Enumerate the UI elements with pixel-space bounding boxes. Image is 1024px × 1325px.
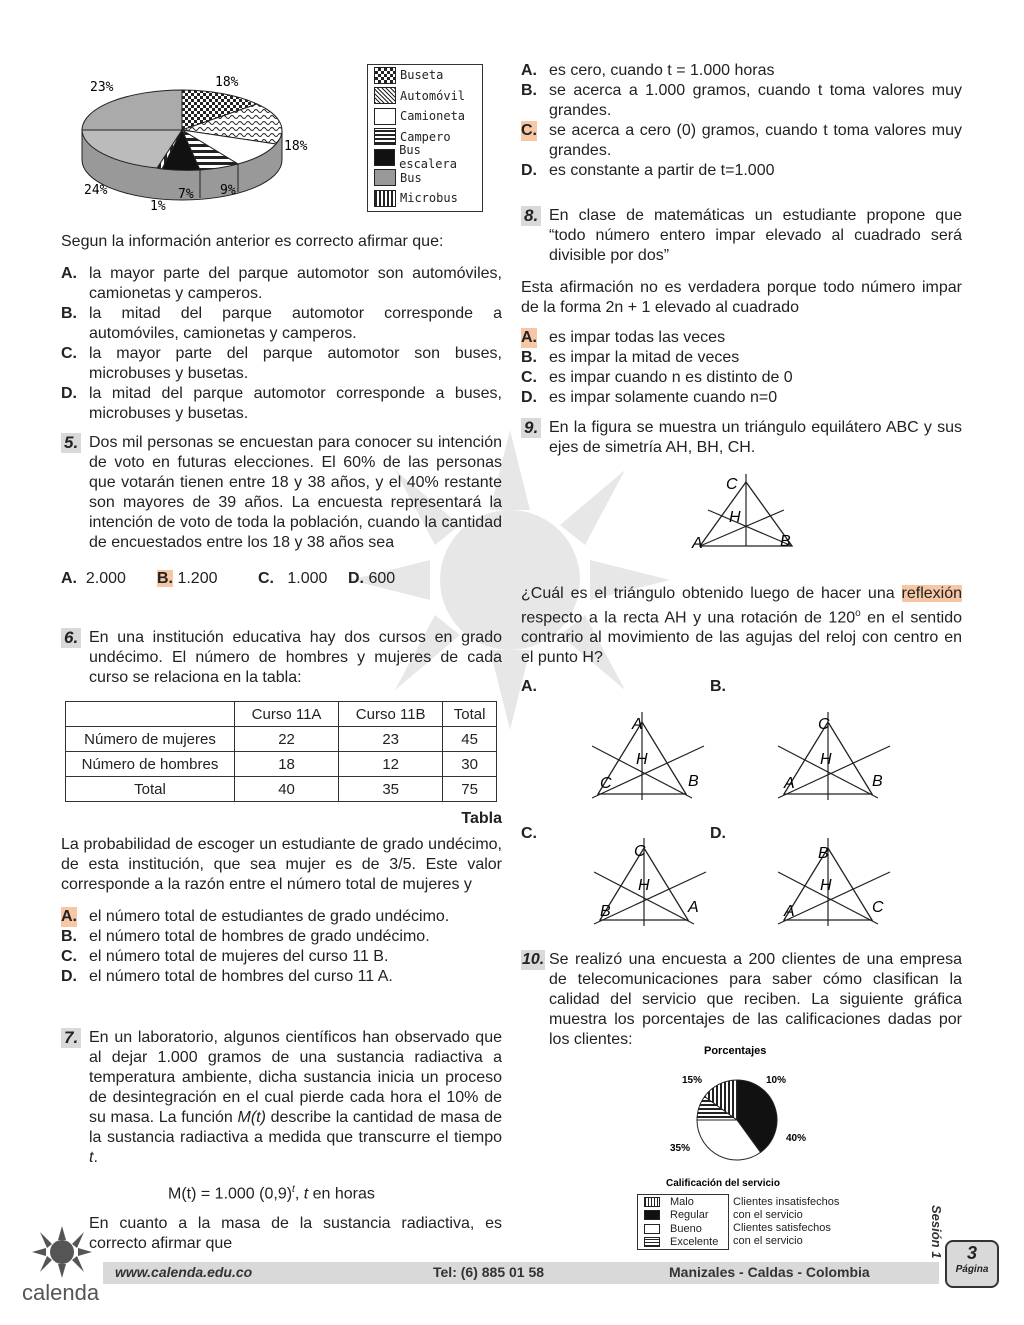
pie1-legend-item: Automóvil <box>368 86 482 107</box>
q8-option-a[interactable]: A. es impar todas las veces <box>521 329 726 346</box>
q6-text: En una institución educativa hay dos cursos en grado undécimo. El número de hombres y mujeres de cada curso se relaciona en la tabla: <box>89 629 502 686</box>
page-number-badge: 3 Página <box>945 1240 999 1288</box>
svg-text:H: H <box>638 877 650 894</box>
logo-text: calenda <box>22 1280 100 1305</box>
vehicle-pie-chart <box>62 60 362 220</box>
pie2-label-10: 10% <box>766 1075 787 1086</box>
pie1-label-7: 7% <box>178 187 194 202</box>
legend-swatch <box>644 1197 660 1207</box>
q6-option-b[interactable]: B. el número total de hombres de grado undécimo. <box>61 928 430 945</box>
table-row: Total 40 35 75 <box>66 777 497 802</box>
svg-text:H: H <box>636 751 648 768</box>
question-8 <box>521 206 962 408</box>
q9-choice-c-label[interactable]: C. <box>521 825 537 842</box>
pie2-title: Porcentajes <box>704 1045 767 1057</box>
q9-text: En la figura se muestra un triángulo equilátero ABC y sus ejes de simetría AH, BH, CH. <box>549 419 962 456</box>
svg-text:A: A <box>632 716 643 733</box>
q7-closing: En cuanto a la masa de la sustancia radiactiva, es correcto afirmar que <box>89 1215 502 1253</box>
question-6 <box>61 628 502 688</box>
q6-number: 6. <box>61 628 81 648</box>
legend-swatch <box>374 190 396 207</box>
svg-text:B: B <box>780 533 791 550</box>
pie1-legend-item: Campero <box>368 127 482 148</box>
pie1-label-18b: 18% <box>284 139 308 154</box>
q8-paragraph: Esta afirmación no es verdadera porque todo número impar de la forma 2n + 1 elevado al cuadrado <box>521 279 962 316</box>
svg-text:H: H <box>820 877 832 894</box>
q5-option-d[interactable]: D. 600 <box>348 570 396 587</box>
svg-text:A: A <box>688 899 699 916</box>
q9-number: 9. <box>521 418 541 438</box>
svg-text:C: C <box>726 476 738 493</box>
q9-question-text: ¿Cuál es el triángulo obtenido luego de hacer una reflexión respecto a la recta AH y una rotación de 120$^o$ en el sentido contrario al movimiento de las agujas del reloj con centro en el punto H? <box>521 585 962 667</box>
question-4 <box>61 232 502 424</box>
pie2-legend-desc: Clientes insatisfechos con el servicio Clientes satisfechos con el servicio <box>733 1196 840 1247</box>
pie1-label-1: 1% <box>150 199 166 214</box>
svg-text:C: C <box>872 899 884 916</box>
pie1-legend-item: Buseta <box>368 65 482 86</box>
q9-triangle-figure <box>686 474 806 554</box>
q4-option-b[interactable]: B. la mitad del parque automotor corresponde a automóviles, camionetas y camperos. <box>61 305 502 342</box>
table-caption: Tabla <box>461 810 502 827</box>
svg-text:A: A <box>692 535 703 552</box>
q4-option-c[interactable]: C. la mayor parte del parque automotor son buses, microbuses y busetas. <box>61 345 502 382</box>
question-9 <box>521 418 962 458</box>
q8-option-c[interactable]: C. es impar cuando n es distinto de 0 <box>521 369 793 386</box>
footer-phone: Tel: (6) 885 01 58 <box>433 1264 545 1280</box>
pie1-legend-item: Bus escalera <box>368 147 482 168</box>
pie2-legend-item: Regular <box>638 1209 728 1223</box>
pie1-label-24: 24% <box>84 183 108 198</box>
q6-option-a[interactable]: A. el número total de estudiantes de grado undécimo. <box>61 908 450 925</box>
svg-text:H: H <box>820 751 832 768</box>
legend-swatch <box>374 169 396 186</box>
legend-swatch <box>374 128 396 145</box>
q8-option-b[interactable]: B. es impar la mitad de veces <box>521 349 740 366</box>
legend-swatch <box>644 1224 660 1234</box>
footer-website[interactable]: www.calenda.edu.co <box>115 1264 253 1280</box>
q4-stem: Segun la información anterior es correcto afirmar que: <box>61 233 444 250</box>
pie2-xlabel: Calificación del servicio <box>666 1178 780 1189</box>
q5-option-a[interactable]: A. 2.000 <box>61 570 126 587</box>
q7-options <box>521 61 962 181</box>
pie2-legend-item: Bueno <box>638 1222 728 1236</box>
pie1-label-9: 9% <box>220 183 236 198</box>
q8-number: 8. <box>521 206 541 226</box>
session-label: Sesión 1 <box>929 1205 944 1259</box>
q7-formula: M(t) = 1.000 $(0,9)^t$, t en horas <box>168 1184 375 1203</box>
footer-bar <box>103 1262 939 1284</box>
svg-text:C: C <box>634 843 646 860</box>
legend-swatch <box>644 1237 660 1247</box>
q4-option-a[interactable]: A. la mayor parte del parque automotor son automóviles, camionetas y camperos. <box>61 265 502 302</box>
q9-choice-c-figure[interactable] <box>592 838 712 928</box>
svg-text:H: H <box>729 509 741 526</box>
q7-option-d[interactable]: D. es constante a partir de t=1.000 <box>521 162 775 179</box>
legend-swatch <box>374 67 396 84</box>
svg-text:B: B <box>818 845 829 862</box>
calenda-logo <box>22 1222 102 1282</box>
q8-text: En clase de matemáticas un estudiante propone que “todo número entero impar elevado al cuadrado será divisible por dos” <box>549 207 962 264</box>
footer-city: Manizales - Caldas - Colombia <box>669 1264 870 1280</box>
q5-option-b[interactable]: B. 1.200 <box>157 570 218 587</box>
q6-table: Curso 11A Curso 11B Total Número de mujeres 22 23 45 Número de hombres 18 12 30 Total 40 35 75 <box>65 701 497 802</box>
svg-text:C: C <box>600 775 612 792</box>
svg-text:B: B <box>688 773 699 790</box>
pie1-legend <box>367 64 483 212</box>
q7-option-a[interactable]: A. es cero, cuando t = 1.000 horas <box>521 62 775 79</box>
q7-number: 7. <box>61 1028 81 1048</box>
q6-body <box>61 835 502 987</box>
svg-text:B: B <box>600 903 611 920</box>
q9-choice-a-label[interactable]: A. <box>521 678 537 695</box>
q8-option-d[interactable]: D. es impar solamente cuando n=0 <box>521 389 778 406</box>
q10-text: Se realizó una encuesta a 200 clientes de una empresa de telecomunicaciones para saber cómo clasifican la calidad del servicio que reciben. La siguiente gráfica muestra los porcentajes de las calificaciones dadas por los clientes: <box>549 951 962 1048</box>
q5-option-c[interactable]: C. 1.000 <box>258 570 328 587</box>
pie1-legend-item: Camioneta <box>368 106 482 127</box>
question-7 <box>61 1028 502 1254</box>
pie2-legend-item: Excelente <box>638 1236 728 1250</box>
service-pie-chart <box>640 1040 840 1190</box>
svg-text:C: C <box>818 716 830 733</box>
svg-text:B: B <box>872 773 883 790</box>
table-row: Número de mujeres 22 23 45 <box>66 727 497 752</box>
q9-choice-b-figure[interactable] <box>776 712 896 802</box>
question-5 <box>61 433 502 589</box>
q6-paragraph: La probabilidad de escoger un estudiante de grado undécimo, de esta institución, que sea mujer es de 3/5. Este valor corresponde a la razón entre el número total de mujeres y <box>61 836 502 893</box>
q5-text: Dos mil personas se encuestan para conocer su intención de voto en futuras elecciones. El 60% de las personas que votarán tienen entre 18 y 38 años, y el 40% restante son mayores de 39 años. La encuesta representará la intención de voto de toda la población, cuando la cantidad de encuestados entre los 18 y 38 años sea <box>89 434 502 551</box>
q5-number: 5. <box>61 433 81 453</box>
q9-choice-d-figure[interactable] <box>776 838 896 928</box>
q4-option-d[interactable]: D. la mitad del parque automotor corresponde a buses, microbuses y busetas. <box>61 385 502 422</box>
q6-option-d[interactable]: D. el número total de hombres del curso 11 A. <box>61 968 393 985</box>
legend-swatch <box>374 108 396 125</box>
pie2-legend <box>637 1194 729 1250</box>
legend-swatch <box>374 87 396 104</box>
svg-text:A: A <box>784 775 795 792</box>
table-row: Número de hombres 18 12 30 <box>66 752 497 777</box>
q10-number: 10. <box>522 951 545 968</box>
pie1-legend-item: Bus <box>368 168 482 189</box>
pie2-label-40: 40% <box>786 1133 807 1144</box>
q6-option-c[interactable]: C. el número total de mujeres del curso 11 B. <box>61 948 389 965</box>
question-10 <box>521 950 962 1050</box>
q9-choice-a-figure[interactable] <box>592 712 712 802</box>
q9-choice-b-label[interactable]: B. <box>710 678 726 695</box>
q9-question <box>521 584 962 668</box>
pie2-legend-item: Malo <box>638 1195 728 1209</box>
pie1-label-18a: 18% <box>215 75 239 90</box>
q7-text: En un laboratorio, algunos científicos han observado que al dejar 1.000 gramos de una sustancia radiactiva a temperatura ambiente, dicha sustancia inicia un proceso de desintegración en el cual pierde cada hora el 10% de su masa. La función M(t) describe la cantidad de masa de la sustancia radiactiva a medida que transcurre el tiempo t. <box>89 1029 502 1166</box>
svg-text:A: A <box>784 903 795 920</box>
pie1-label-23: 23% <box>90 80 114 95</box>
legend-swatch <box>374 149 395 166</box>
q9-choice-d-label[interactable]: D. <box>710 825 726 842</box>
pie2-label-35: 35% <box>670 1143 691 1154</box>
pie2-label-15: 15% <box>682 1075 703 1086</box>
q7-option-c[interactable]: C. se acerca a cero (0) gramos, cuando t toma valores muy grandes. <box>521 122 962 159</box>
q7-option-b[interactable]: B. se acerca a 1.000 gramos, cuando t toma valores muy grandes. <box>521 82 962 119</box>
legend-swatch <box>644 1210 660 1220</box>
pie1-legend-item: Microbus <box>368 188 482 209</box>
